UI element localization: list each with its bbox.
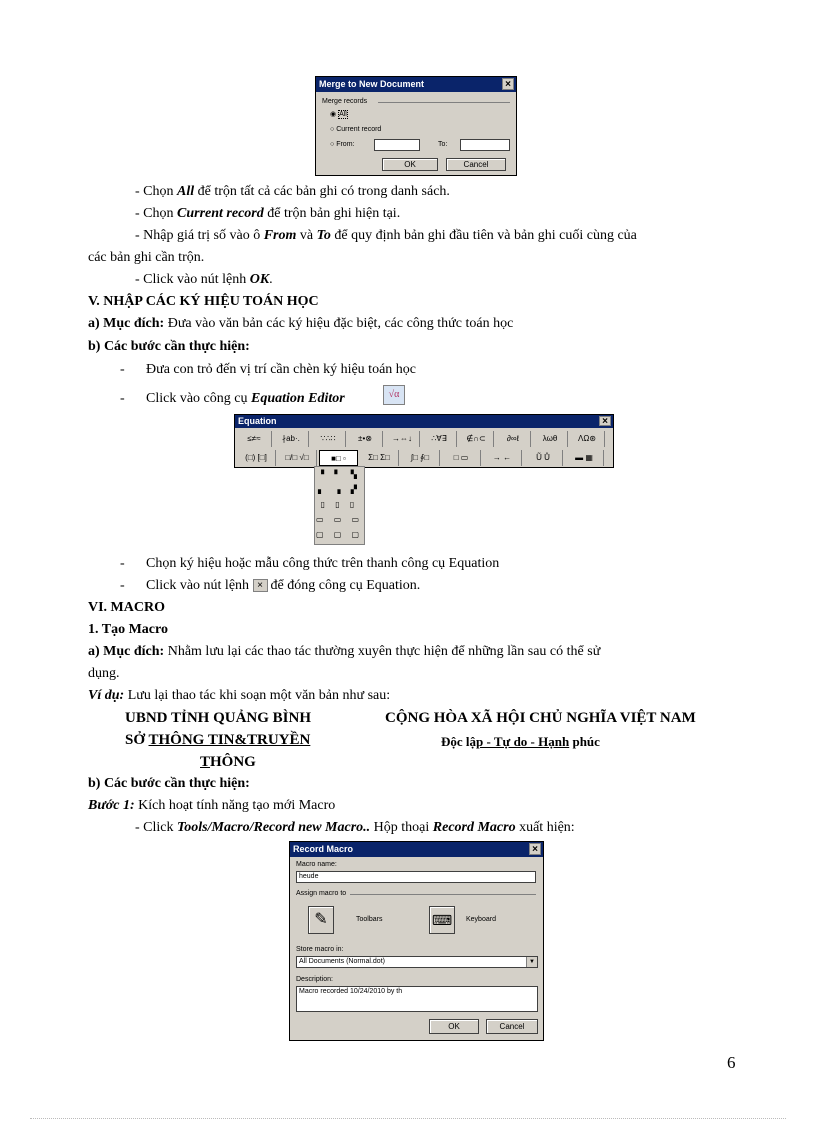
- close-icon[interactable]: ×: [502, 78, 514, 90]
- ok-button[interactable]: OK: [429, 1019, 479, 1034]
- keyboard-label: Keyboard: [466, 916, 496, 923]
- from-input[interactable]: [374, 139, 420, 151]
- bullet-current-record: - Chọn Current record để trộn bản ghi hiện tại.: [135, 206, 401, 221]
- equation-palette-button[interactable]: Ũ Ů: [524, 450, 563, 466]
- record-macro-title: [290, 842, 543, 857]
- dash: -: [120, 556, 125, 571]
- chevron-down-icon[interactable]: ▼: [526, 957, 537, 967]
- palette-row[interactable]: ▢ ▢ ▢: [315, 530, 364, 539]
- org-name-2: SỞ THÔNG TIN&TRUYỀN: [125, 732, 311, 748]
- dash: -: [120, 362, 125, 377]
- merge-dialog-title: [316, 77, 516, 92]
- macro-name-input[interactable]: heude: [296, 871, 536, 883]
- close-icon[interactable]: ×: [529, 843, 541, 855]
- nation-name: CỘNG HÒA XÃ HỘI CHỦ NGHĨA VIỆT NAM: [385, 710, 696, 726]
- equation-palette-button[interactable]: □/□ √□: [278, 450, 317, 466]
- macro-name-label: Macro name:: [296, 861, 337, 868]
- note-choose-symbol: Chọn ký hiệu hoặc mẫu công thức trên thanh công cụ Equation: [146, 556, 500, 571]
- palette-row[interactable]: ▖ ▗ ▞: [318, 485, 361, 494]
- dash: -: [120, 391, 125, 406]
- motto: Độc lập - Tự do - Hạnh phúc: [441, 734, 600, 749]
- equation-toolbar: [234, 414, 614, 468]
- dash: -: [120, 578, 125, 593]
- note-close-equation: Click vào nút lệnh × để đóng công cụ Equation.: [146, 578, 421, 593]
- merge-dialog: [315, 76, 517, 176]
- equation-palette-button[interactable]: ∉∩⊂: [459, 431, 494, 447]
- record-macro-title-text: Record Macro: [293, 844, 354, 854]
- equation-palette-button[interactable]: ∵∴∷: [311, 431, 346, 447]
- equation-palette-button[interactable]: ∤ab·.: [274, 431, 309, 447]
- equation-palette-button[interactable]: ∫□ ∮□: [401, 450, 440, 466]
- step-1-click: - Click Tools/Macro/Record new Macro.. Hộp thoại Record Macro xuất hiện:: [135, 820, 575, 835]
- radio-from-label: From:: [336, 141, 355, 148]
- macro-purpose-cont: dụng.: [88, 666, 120, 681]
- equation-palette-button[interactable]: ▬ ▦: [565, 450, 604, 466]
- bullet-all: - Chọn All để trộn tất cả các bản ghi có trong danh sách.: [135, 184, 450, 199]
- equation-palette-button[interactable]: ΛΩ⊛: [570, 431, 605, 447]
- equation-palette-button[interactable]: ∂∞ℓ: [496, 431, 531, 447]
- steps-heading: b) Các bước cần thực hiện:: [88, 339, 250, 354]
- toolbars-label: Toolbars: [356, 916, 383, 923]
- radio-current-label: Current record: [336, 126, 382, 133]
- equation-palette-button[interactable]: (□) [□]: [237, 450, 276, 466]
- assign-label: Assign macro to: [296, 890, 347, 897]
- page-bottom-divider: [30, 1118, 786, 1119]
- ok-button[interactable]: OK: [382, 158, 438, 171]
- equation-palette-button[interactable]: ∴∀∃: [422, 431, 457, 447]
- cancel-button[interactable]: Cancel: [486, 1019, 538, 1034]
- macro-purpose: a) Mục đích: Nhằm lưu lại các thao tác thường xuyên thực hiện để những lần sau có thể sử: [88, 644, 601, 659]
- cancel-button[interactable]: Cancel: [446, 158, 506, 171]
- palette-row[interactable]: ▭ ▭ ▭: [315, 515, 364, 524]
- org-name-1: UBND TỈNH QUẢNG BÌNH: [125, 710, 311, 726]
- org-name-3: THÔNG: [200, 754, 256, 770]
- group-divider: [378, 102, 510, 103]
- equation-title-text: Equation: [238, 416, 277, 426]
- equation-editor-icon[interactable]: √α: [383, 385, 405, 405]
- close-icon[interactable]: ×: [599, 416, 611, 426]
- store-select[interactable]: [296, 956, 538, 968]
- macro-steps-heading: b) Các bước cần thực hiện:: [88, 776, 250, 791]
- to-input[interactable]: [460, 139, 510, 151]
- purpose-line: a) Mục đích: Đưa vào văn bản các ký hiệu đặc biệt, các công thức toán học: [88, 316, 514, 331]
- close-icon: ×: [253, 579, 268, 592]
- merge-dialog-title-text: Merge to New Document: [319, 79, 425, 89]
- store-select-value: All Documents (Normal.dot): [299, 958, 385, 965]
- toolbars-button-icon[interactable]: ✎: [308, 906, 334, 934]
- equation-palette-button[interactable]: ≤≠≈: [237, 431, 272, 447]
- equation-palette-button[interactable]: →⇔↓: [385, 431, 420, 447]
- palette-row[interactable]: ▝ ▘ ▚: [318, 470, 361, 479]
- store-label: Store macro in:: [296, 946, 344, 953]
- equation-toolbar-title: [235, 415, 613, 428]
- step-cursor: Đưa con trỏ đến vị trí cần chèn ký hiệu toán học: [146, 362, 416, 377]
- radio-all-label: All: [339, 111, 347, 118]
- radio-all[interactable]: ◉ All: [330, 111, 347, 118]
- merge-records-group-label: Merge records: [322, 98, 368, 105]
- equation-palette-button[interactable]: □ ▭: [442, 450, 481, 466]
- fraction-template-palette: [314, 466, 365, 545]
- step-equation-editor: Click vào công cụ Equation Editor: [146, 391, 345, 406]
- equation-palette-button[interactable]: λωθ: [533, 431, 568, 447]
- bullet-from-to: - Nhập giá trị số vào ô From và To để quy định bản ghi đầu tiên và bản ghi cuối cùng của: [135, 228, 637, 243]
- equation-palette-button[interactable]: → ←: [483, 450, 522, 466]
- record-macro-dialog: [289, 841, 544, 1041]
- page-number: 6: [727, 1053, 736, 1072]
- radio-from[interactable]: ○ From:: [330, 141, 355, 148]
- equation-row-1: [237, 431, 613, 447]
- description-label: Description:: [296, 976, 333, 983]
- description-input[interactable]: Macro recorded 10/24/2010 by th: [296, 986, 538, 1012]
- step-1: Bước 1: Kích hoạt tính năng tạo mới Macro: [88, 798, 336, 813]
- equation-row-2: [237, 450, 613, 466]
- keyboard-button-icon[interactable]: ⌨: [429, 906, 455, 934]
- equation-palette-button[interactable]: Σ□ Σ□: [360, 450, 399, 466]
- group-divider: [350, 894, 536, 895]
- equation-palette-button[interactable]: ±•⊗: [348, 431, 383, 447]
- heading-section-5: V. NHẬP CÁC KÝ HIỆU TOÁN HỌC: [88, 294, 319, 309]
- example-line: Ví dụ: Lưu lại thao tác khi soạn một văn bản như sau:: [88, 688, 391, 703]
- to-label: To:: [438, 141, 448, 148]
- bullet-from-to-cont: các bản ghi cần trộn.: [88, 250, 205, 265]
- subheading-create-macro: 1. Tạo Macro: [88, 622, 168, 637]
- palette-row[interactable]: ▯ ▯ ▯: [320, 500, 359, 509]
- heading-section-6: VI. MACRO: [88, 600, 165, 615]
- bullet-ok: - Click vào nút lệnh OK.: [135, 272, 273, 287]
- equation-palette-button[interactable]: ■□ ▫: [319, 450, 358, 466]
- radio-current-record[interactable]: ○ Current record: [330, 126, 382, 133]
